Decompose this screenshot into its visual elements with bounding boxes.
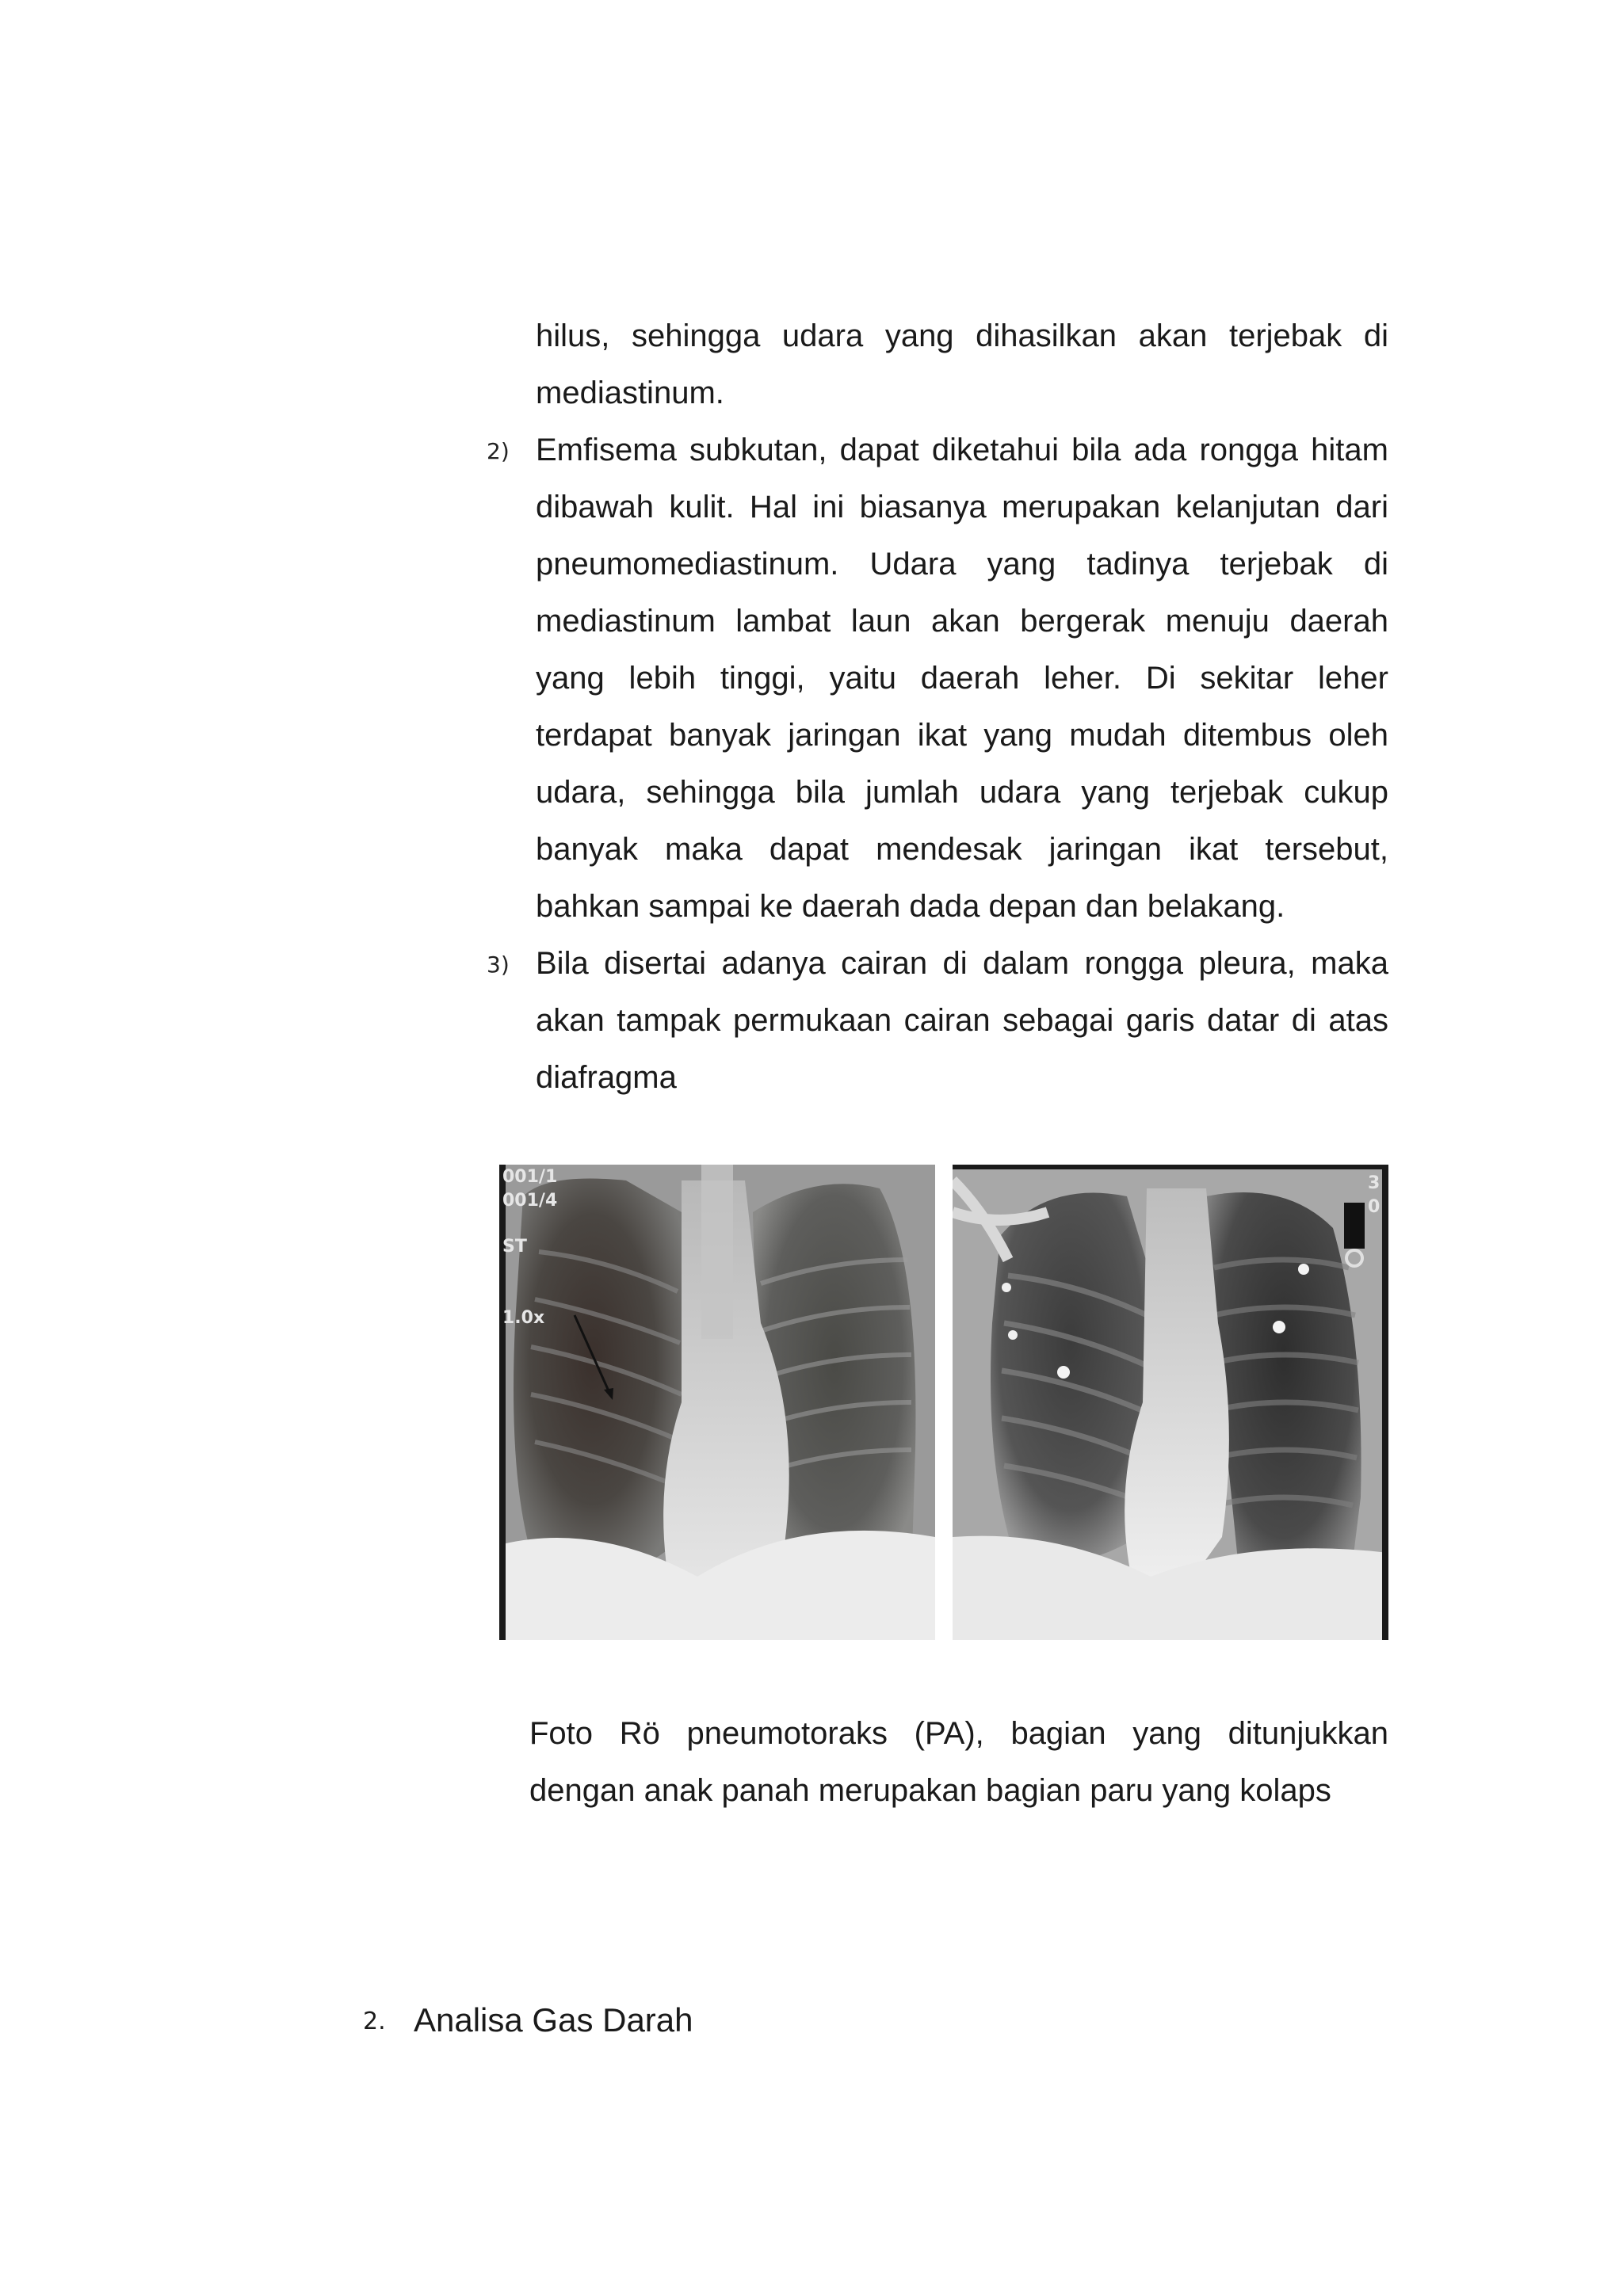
section-title: Analisa Gas Darah <box>414 2001 693 2039</box>
section-number: 2. <box>363 2008 386 2035</box>
caption-line: Foto Rö pneumotoraks (PA), bagian yang ditunjukkan <box>529 1716 1388 1751</box>
caption-line: dengan anak panah merupakan bagian paru yang kolaps <box>529 1773 1331 1808</box>
text-line: hilus, sehingga udara yang dihasilkan akan terjebak di <box>536 318 1388 353</box>
text-line: Bila disertai adanya cairan di dalam rongga pleura, maka <box>536 946 1388 981</box>
text-line: pneumomediastinum. Udara yang tadinya terjebak di <box>536 547 1388 582</box>
svg-text:0: 0 <box>1368 1197 1381 1217</box>
svg-text:1.0x: 1.0x <box>502 1308 545 1328</box>
text-line: yang lebih tinggi, yaitu daerah leher. Di sekitar leher <box>536 661 1388 696</box>
svg-text:ST: ST <box>502 1237 527 1257</box>
list-number-3: 3) <box>487 952 510 978</box>
svg-text:001/1: 001/1 <box>502 1167 558 1187</box>
chest-xray-left-image <box>499 1165 935 1640</box>
text-line: diafragma <box>536 1060 677 1095</box>
text-line: mediastinum lambat laun akan bergerak menuju daerah <box>536 604 1388 639</box>
text-line: akan tampak permukaan cairan sebagai garis datar di atas <box>536 1003 1388 1038</box>
text-line: banyak maka dapat mendesak jaringan ikat tersebut, <box>536 832 1388 867</box>
text-line: dibawah kulit. Hal ini biasanya merupakan kelanjutan dari <box>536 490 1388 524</box>
svg-text:3: 3 <box>1368 1173 1381 1193</box>
svg-text:001/4: 001/4 <box>502 1191 558 1211</box>
text-line: terdapat banyak jaringan ikat yang mudah ditembus oleh <box>536 718 1388 753</box>
text-line: bahkan sampai ke daerah dada depan dan belakang. <box>536 889 1285 924</box>
text-line: udara, sehingga bila jumlah udara yang terjebak cukup <box>536 775 1388 810</box>
text-line: Emfisema subkutan, dapat diketahui bila ada rongga hitam <box>536 433 1388 467</box>
text-line: mediastinum. <box>536 376 724 410</box>
chest-xray-right-image <box>953 1165 1388 1640</box>
list-number-2: 2) <box>487 438 510 464</box>
